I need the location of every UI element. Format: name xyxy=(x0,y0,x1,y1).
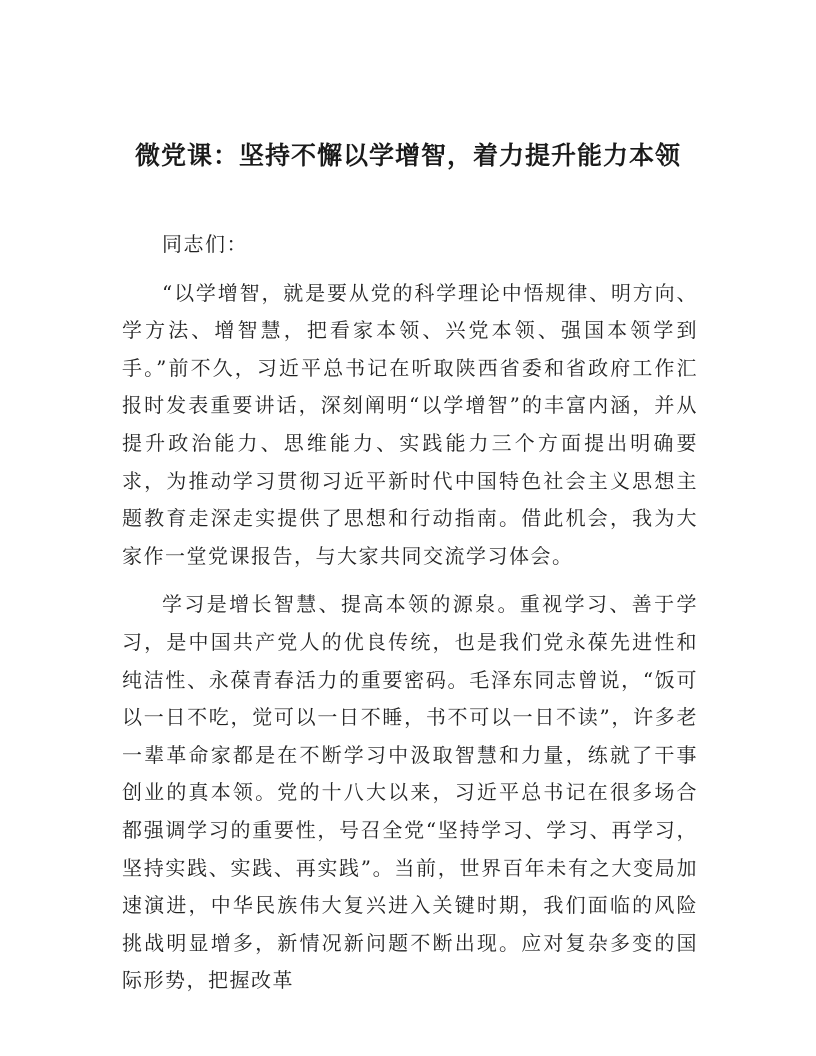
salutation: 同志们： xyxy=(162,232,248,256)
paragraph-1: “以学增智，就是要从党的科学理论中悟规律、明方向、学方法、增智慧，把看家本领、兴党本领、强国本领学到手。”前不久，习近平总书记在听取陕西省委和省政府工作汇报时发表重要讲话，深刻阐明“以学增智”的丰富内涵，并从提升政治能力、思维能力、实践能力三个方面提出明确要求，为推动学习贯彻习近平新时代中国特色社会主义思想主题教育走深走实提供了思想和行动指南。借此机会，我为大家作一堂党课报告，与大家共同交流学习体会。 xyxy=(122,280,698,568)
paragraph-2: 学习是增长智慧、提高本领的源泉。重视学习、善于学习，是中国共产党人的优良传统，也是我们党永葆先进性和纯洁性、永葆青春活力的重要密码。毛泽东同志曾说，“饭可以一日不吃，觉可以一日不睡，书不可以一日不读”，许多老一辈革命家都是在不断学习中汲取智慧和力量，练就了干事创业的真本领。党的十八大以来，习近平总书记在很多场合都强调学习的重要性，号召全党“坚持学习、学习、再学习，坚持实践、实践、再实践”。当前，世界百年未有之大变局加速演进，中华民族伟大复兴进入关键时期，我们面临的风险挑战明显增多，新情况新问题不断出现。应对复杂多变的国际形势，把握改革 xyxy=(122,592,698,993)
document-body xyxy=(122,226,698,1011)
document-title: 微党课：坚持不懈以学增智，着力提升能力本领 xyxy=(134,141,681,170)
